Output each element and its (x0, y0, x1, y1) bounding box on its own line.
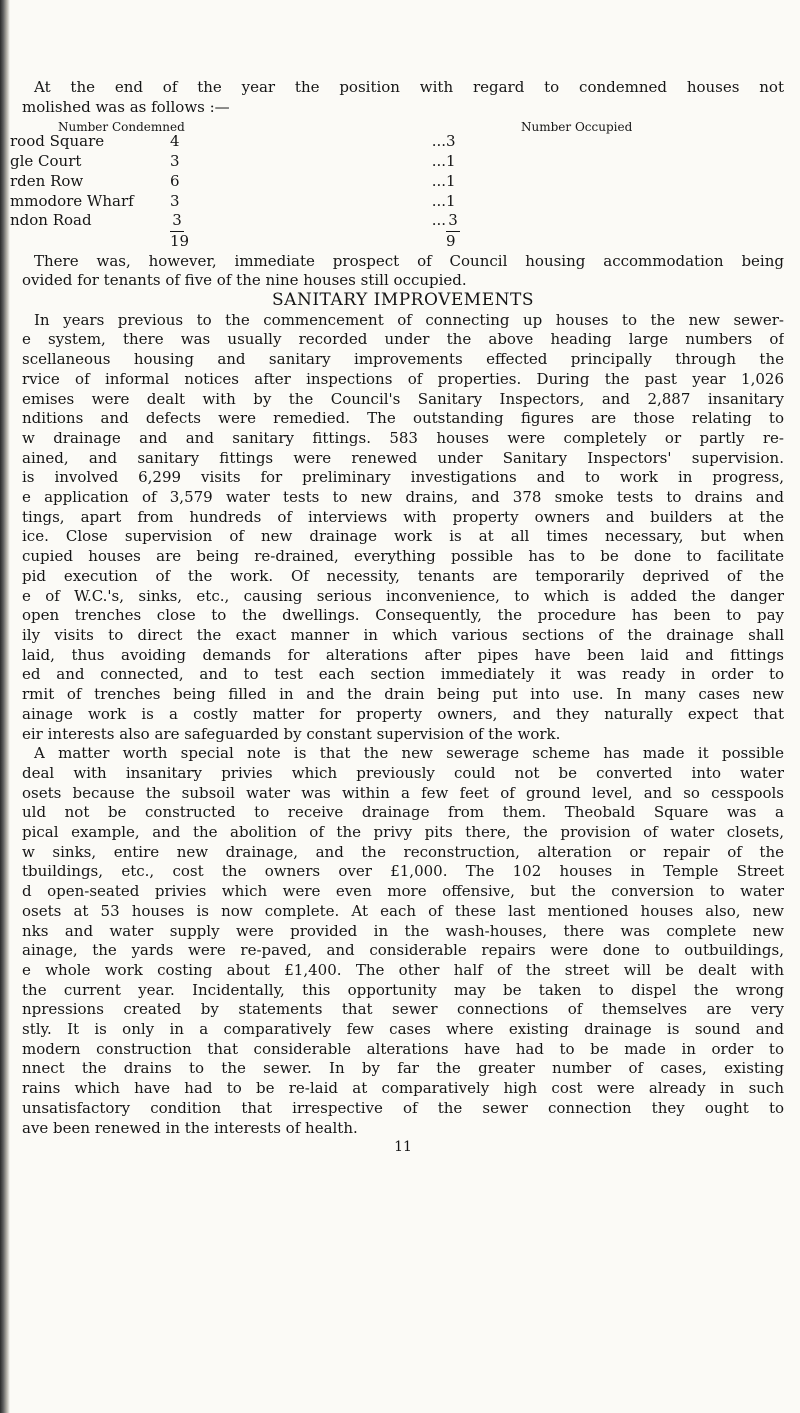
intro-line-2: molished was as follows :— (22, 97, 230, 116)
para-line: open trenches close to the dwellings. Consequently, the procedure has been to pay (22, 606, 784, 625)
para-line: rvice of informal notices after inspections of properties. During the past year 1,026 (22, 369, 784, 388)
para-line: nnect the drains to the sewer. In by far the greater number of cases, existing (22, 1059, 784, 1078)
house-condemned: 3 (170, 191, 180, 210)
para-line: tings, apart from hundreds of interviews with property owners and builders at the (22, 507, 784, 526)
para-line: pical example, and the abolition of the privy pits there, the provision of water closets, (22, 823, 784, 842)
para-line: rains which have had to be re-laid at comparatively high cost were already in such (22, 1079, 784, 1098)
para-line: npressions created by statements that sewer connections of themselves are very (22, 1000, 784, 1019)
para-line: In years previous to the commencement of connecting up houses to the new sewer- (34, 310, 784, 329)
intro-line-1: At the end of the year the position with regard to condemned houses not (34, 78, 784, 96)
underlined-number: 3 (170, 211, 184, 232)
para-line: nditions and defects were remedied. The outstanding figures are those relating to (22, 409, 784, 428)
totals-label (10, 232, 170, 252)
leader-dots: ... (431, 191, 446, 210)
condemned-houses-table (10, 132, 496, 251)
paragraph-sanitary (22, 311, 784, 744)
para-line: deal with insanitary privies which previously could not be converted into water (22, 763, 784, 782)
total-condemned: 19 (170, 231, 190, 250)
para-line: modern construction that considerable alterations have had to be made in order to (22, 1039, 784, 1058)
para-line: ice. Close supervision of new drainage work is at all times necessary, but when (22, 527, 784, 546)
table-row (10, 132, 496, 152)
para-line: e application of 3,579 water tests to new drains, and 378 smoke tests to drains and (22, 488, 784, 507)
para-line: ained, and sanitary fittings were renewed under Sanitary Inspectors' supervision. (22, 448, 784, 467)
total-occupied: 9 (446, 231, 456, 250)
para-line: rmit of trenches being filled in and the drain being put into use. In many cases new (22, 685, 784, 704)
para-line: laid, thus avoiding demands for alterations after pipes have been laid and fittings (22, 645, 784, 664)
totals-row (10, 232, 496, 252)
underlined-number: 3 (446, 211, 460, 232)
house-occupied: 1 (446, 191, 456, 210)
house-occupied: 1 (446, 152, 456, 171)
section-heading: SANITARY IMPROVEMENTS (272, 290, 534, 311)
para-line: scellaneous housing and sanitary improvements effected principally through the (22, 350, 784, 369)
table-row (10, 211, 496, 232)
house-name: mmodore Wharf (10, 191, 134, 210)
para-line: e system, there was usually recorded under the above heading large numbers of (22, 330, 784, 349)
para-line: the current year. Incidentally, this opportunity may be taken to dispel the wrong (22, 980, 784, 999)
house-name: ndon Road (10, 211, 92, 230)
house-condemned: 3 (170, 152, 180, 171)
house-name: rood Square (10, 132, 105, 151)
house-occupied (446, 211, 496, 232)
binding-edge (0, 0, 10, 1413)
para-line: ainage, the yards were re-paved, and considerable repairs were done to outbuildings, (22, 941, 784, 960)
para-line: unsatisfactory condition that irrespective of the sewer connection they ought to (22, 1098, 784, 1117)
para-line: e of W.C.'s, sinks, etc., causing serious inconvenience, to which is added the danger (22, 586, 784, 605)
para-line: w drainage and and sanitary fittings. 583 houses were completely or partly re- (22, 428, 784, 447)
para-line: ed and connected, and to test each section immediately it was ready in order to (22, 665, 784, 684)
para-line: d open-seated privies which were even more offensive, but the conversion to water (22, 882, 784, 901)
house-condemned: 4 (170, 132, 180, 151)
para-line: ainage work is a costly matter for property owners, and they naturally expect that (22, 704, 784, 723)
house-occupied: 3 (446, 132, 456, 151)
leader-dots: ... (431, 152, 446, 171)
leader-dots: ... (431, 132, 446, 151)
para-line: stly. It is only in a comparatively few cases where existing drainage is sound and (22, 1020, 784, 1039)
para-line: w sinks, entire new drainage, and the reconstruction, alteration or repair of the (22, 842, 784, 861)
para-line: e whole work costing about £1,400. The other half of the street will be dealt with (22, 960, 784, 979)
para-line: osets at 53 houses is now complete. At each of these last mentioned houses also, new (22, 901, 784, 920)
table-row (10, 152, 496, 172)
col-header-condemned: Number Condemned (58, 120, 185, 135)
house-name: rden Row (10, 171, 84, 190)
para-line: emises were dealt with by the Council's Sanitary Inspectors, and 2,887 insanitary (22, 389, 784, 408)
para-line: A matter worth special note is that the new sewerage scheme has made it possible (34, 744, 784, 763)
para-line: tbuildings, etc., cost the owners over £1,000. The 102 houses in Temple Street (22, 862, 784, 881)
house-condemned: 6 (170, 171, 180, 190)
paragraph-sewerage (22, 744, 784, 1138)
table-row (10, 192, 496, 212)
table-column-headers (22, 117, 784, 135)
table-row (10, 172, 496, 192)
para-line: osets because the subsoil water was within a few feet of ground level, and so cesspools (22, 783, 784, 802)
para-line: is involved 6,299 visits for preliminary investigations and to work in progress, (22, 468, 784, 487)
col-header-occupied: Number Occupied (521, 120, 633, 135)
para-line: ily visits to direct the exact manner in which various sections of the drainage shall (22, 625, 784, 644)
para-line: ave been renewed in the interests of health. (22, 1118, 358, 1137)
para-line: eir interests also are safeguarded by constant supervision of the work. (22, 724, 561, 743)
page-number: 11 (394, 1139, 412, 1156)
para1-line: There was, however, immediate prospect of Council housing accommodation being (34, 251, 784, 270)
para-line: uld not be constructed to receive drainage from them. Theobald Square was a (22, 803, 784, 822)
totals-spacer (286, 232, 446, 252)
para-line: cupied houses are being re-drained, everything possible has to be done to facilitate (22, 547, 784, 566)
house-name: gle Court (10, 152, 82, 171)
house-condemned (170, 211, 286, 232)
para-line: nks and water supply were provided in the wash-houses, there was complete new (22, 921, 784, 940)
leader-dots: ... (431, 211, 446, 230)
leader-dots: ... (431, 171, 446, 190)
para-line: pid execution of the work. Of necessity, tenants are temporarily deprived of the (22, 566, 784, 585)
para1-line: ovided for tenants of five of the nine houses still occupied. (22, 271, 467, 290)
house-occupied: 1 (446, 171, 456, 190)
document-page (10, 78, 784, 1158)
